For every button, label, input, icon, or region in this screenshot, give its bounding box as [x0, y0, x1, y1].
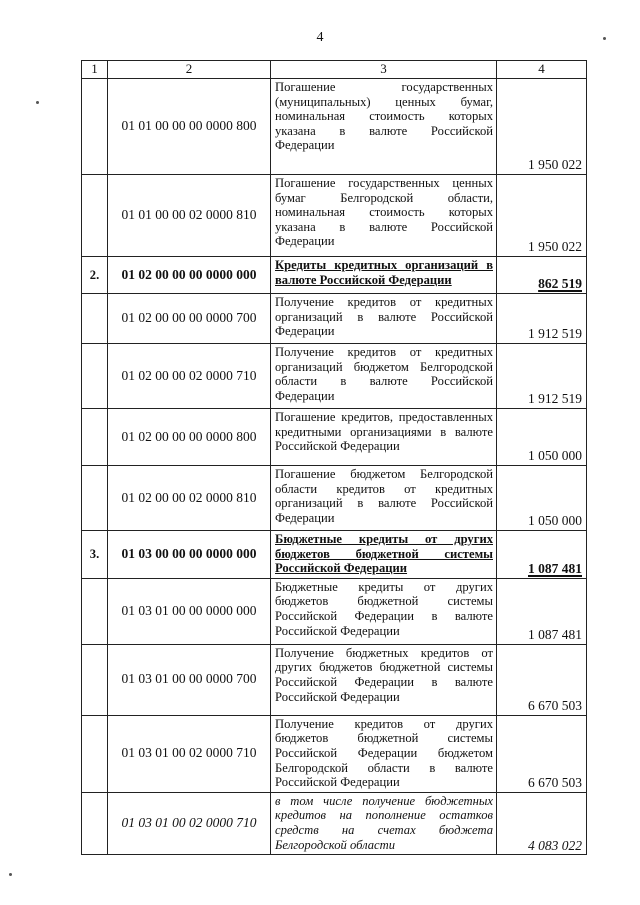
row-description: Получение кредитов от других бюджетов бюджетной системы Российской Федерации бюджетом Белгородской области в валюте Российской Федерации: [271, 715, 497, 792]
row-number: [82, 409, 108, 466]
row-amount: 1 087 481: [497, 578, 587, 644]
header-col-1: 1: [82, 61, 108, 79]
row-number: [82, 578, 108, 644]
budget-table: [81, 60, 587, 855]
row-number: [82, 715, 108, 792]
row-code: 01 03 01 00 00 0000 700: [108, 644, 271, 715]
row-amount: 1 087 481: [497, 531, 587, 579]
row-description: Погашение бюджетом Белгородской области кредитов от кредитных организаций в валюте Российской Федерации: [271, 466, 497, 531]
row-code: 01 02 00 00 00 0000 000: [108, 257, 271, 294]
row-number: [82, 792, 108, 854]
row-amount: 4 083 022: [497, 792, 587, 854]
row-description: Получение бюджетных кредитов от других бюджетов бюджетной системы Российской Федерации в валюте Российской Федерации: [271, 644, 497, 715]
row-code: 01 02 00 00 00 0000 700: [108, 294, 271, 344]
row-amount: 1 950 022: [497, 175, 587, 257]
row-description: Бюджетные кредиты от других бюджетов бюджетной системы Российской Федерации в валюте Российской Федерации: [271, 578, 497, 644]
header-col-4: 4: [497, 61, 587, 79]
table-row: [82, 531, 587, 579]
row-code: 01 02 00 00 02 0000 710: [108, 344, 271, 409]
row-code: 01 01 00 00 00 0000 800: [108, 79, 271, 175]
table-row: [82, 79, 587, 175]
row-number: [82, 175, 108, 257]
row-description: Бюджетные кредиты от других бюджетов бюджетной системы Российской Федерации: [271, 531, 497, 579]
table-header-row: [82, 61, 587, 79]
table-row: [82, 257, 587, 294]
row-description: Получение кредитов от кредитных организаций в валюте Российской Федерации: [271, 294, 497, 344]
header-col-3: 3: [271, 61, 497, 79]
row-description: в том числе получение бюджетных кредитов на пополнение остатков средств на счетах бюджета Белгородской области: [271, 792, 497, 854]
row-code: 01 03 00 00 00 0000 000: [108, 531, 271, 579]
row-number: [82, 79, 108, 175]
table-row: [82, 792, 587, 854]
row-code: 01 03 01 00 02 0000 710: [108, 715, 271, 792]
row-number: 3.: [82, 531, 108, 579]
table-row: [82, 175, 587, 257]
row-amount: 1 912 519: [497, 344, 587, 409]
header-col-2: 2: [108, 61, 271, 79]
row-code: 01 02 00 00 00 0000 800: [108, 409, 271, 466]
row-amount: 1 050 000: [497, 466, 587, 531]
row-number: [82, 344, 108, 409]
scan-speck: [36, 101, 39, 104]
row-number: [82, 294, 108, 344]
row-description: Погашение кредитов, предоставленных кредитными организациями в валюте Российской Федерации: [271, 409, 497, 466]
row-description: Получение кредитов от кредитных организаций бюджетом Белгородской области в валюте Российской Федерации: [271, 344, 497, 409]
row-description: Кредиты кредитных организаций в валюте Российской Федерации: [271, 257, 497, 294]
row-code: 01 02 00 00 02 0000 810: [108, 466, 271, 531]
row-description: Погашение государственных ценных бумаг Белгородской области, номинальная стоимость которых указана в валюте Российской Федерации: [271, 175, 497, 257]
row-code: 01 03 01 00 00 0000 000: [108, 578, 271, 644]
row-number: 2.: [82, 257, 108, 294]
row-amount: 6 670 503: [497, 644, 587, 715]
row-amount: 1 912 519: [497, 294, 587, 344]
row-number: [82, 466, 108, 531]
scan-speck: [603, 37, 606, 40]
table-row: [82, 715, 587, 792]
row-amount: 6 670 503: [497, 715, 587, 792]
table-row: [82, 344, 587, 409]
row-amount: 1 050 000: [497, 409, 587, 466]
table-row: [82, 644, 587, 715]
row-number: [82, 644, 108, 715]
table-row: [82, 578, 587, 644]
row-description: Погашение государственных (муниципальных) ценных бумаг, номинальная стоимость которых указана в валюте Российской Федерации: [271, 79, 497, 175]
table-row: [82, 466, 587, 531]
row-code: 01 03 01 00 02 0000 710: [108, 792, 271, 854]
table-row: [82, 294, 587, 344]
table-row: [82, 409, 587, 466]
row-code: 01 01 00 00 02 0000 810: [108, 175, 271, 257]
page-number: 4: [316, 30, 324, 45]
row-amount: 1 950 022: [497, 79, 587, 175]
scan-speck: [9, 873, 12, 876]
row-amount: 862 519: [497, 257, 587, 294]
